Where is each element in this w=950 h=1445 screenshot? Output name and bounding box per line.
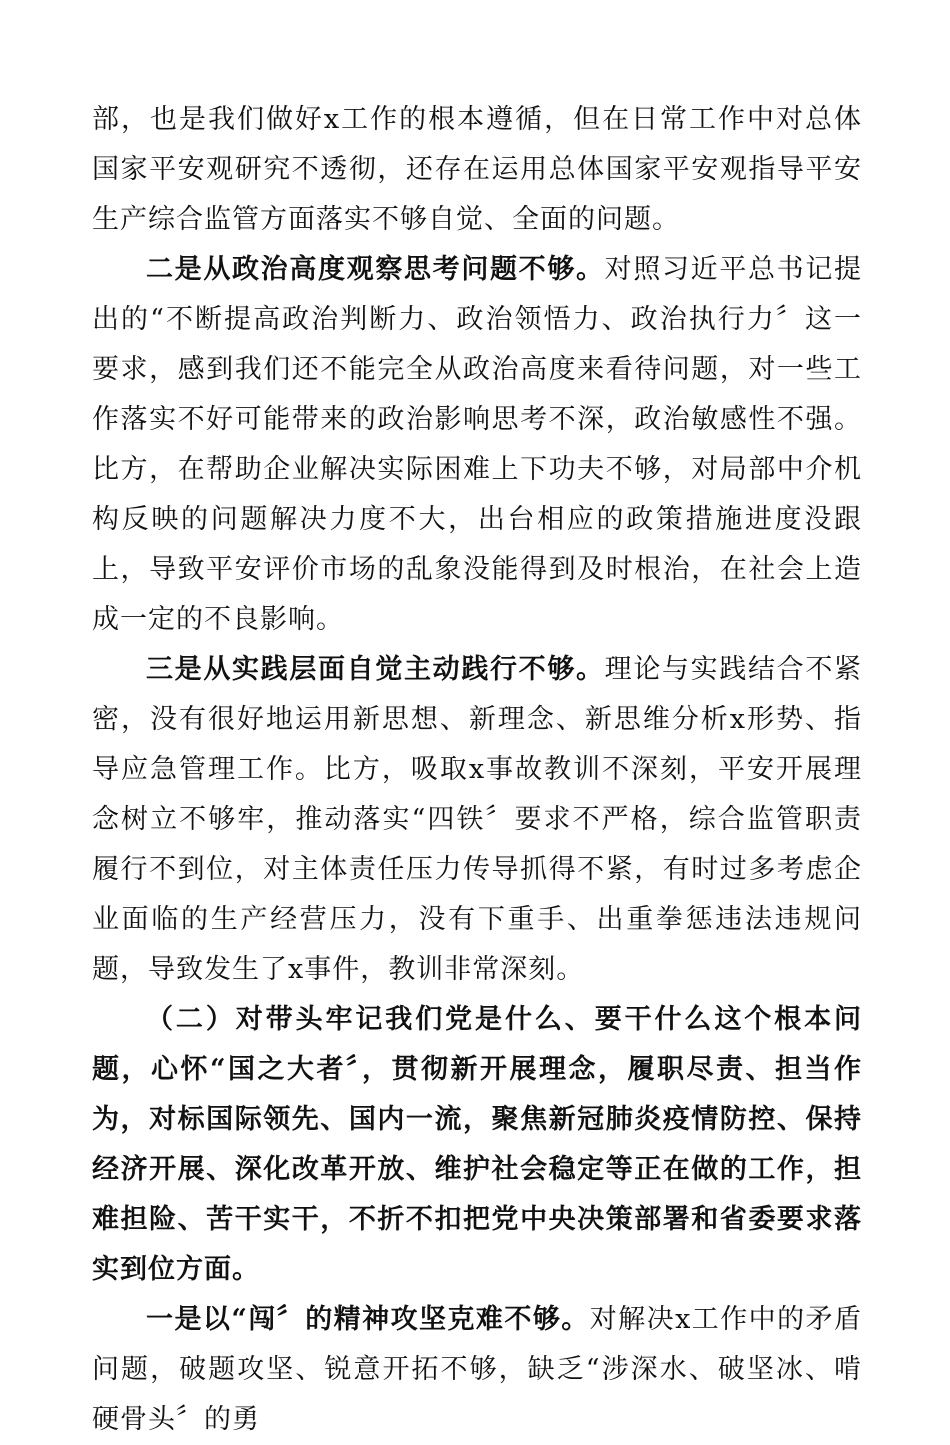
section-heading bbox=[92, 995, 862, 1295]
paragraph-point-one bbox=[92, 1295, 862, 1445]
paragraph-body: 对解决x工作中的矛盾问题，破题攻坚、锐意开拓不够，缺乏“涉深水、破坚冰、啃硬骨头〞的勇 bbox=[92, 1304, 863, 1435]
document-body bbox=[92, 95, 862, 1445]
paragraph-lead: 三是从实践层面自觉主动践行不够。 bbox=[146, 654, 605, 685]
paragraph-body: 理论与实践结合不紧密，没有很好地运用新思想、新理念、新思维分析x形势、指导应急管理工作。比方，吸取x事故教训不深刻，平安开展理念树立不够牢，推动落实“四铁〞要求不严格，综合监管职责履行不到位，对主体责任压力传导抓得不紧，有时过多考虑企业面临的生产经营压力，没有下重手、出重拳惩违法违规问题，导致发生了x事件，教训非常深刻。 bbox=[92, 654, 863, 985]
section-heading-text: （二）对带头牢记我们党是什么、要干什么这个根本问题，心怀“国之大者〞，贯彻新开展理念，履职尽责、担当作为，对标国际领先、国内一流，聚焦新冠肺炎疫情防控、保持经济开展、深化改革开放、维护社会稳定等正在做的工作，担难担险、苦干实干，不折不扣把党中央决策部署和省委要求落实到位方面。 bbox=[92, 1004, 862, 1285]
paragraph-continuation bbox=[92, 95, 862, 245]
paragraph-point-two bbox=[92, 245, 862, 645]
paragraph-body: 部，也是我们做好x工作的根本遵循，但在日常工作中对总体国家平安观研究不透彻，还存在运用总体国家平安观指导平安生产综合监管方面落实不够自觉、全面的问题。 bbox=[92, 104, 862, 235]
paragraph-point-three bbox=[92, 645, 862, 995]
paragraph-lead: 二是从政治高度观察思考问题不够。 bbox=[146, 254, 605, 285]
paragraph-lead: 一是以“闯〞的精神攻坚克难不够。 bbox=[146, 1304, 590, 1335]
paragraph-body: 对照习近平总书记提出的“不断提高政治判断力、政治领悟力、政治执行力〞这一要求，感到我们还不能完全从政治高度来看待问题，对一些工作落实不好可能带来的政治影响思考不深，政治敏感性不强。比方，在帮助企业解决实际困难上下功夫不够，对局部中介机构反映的问题解决力度不大，出台相应的政策措施进度没跟上，导致平安评价市场的乱象没能得到及时根治，在社会上造成一定的不良影响。 bbox=[92, 254, 863, 635]
